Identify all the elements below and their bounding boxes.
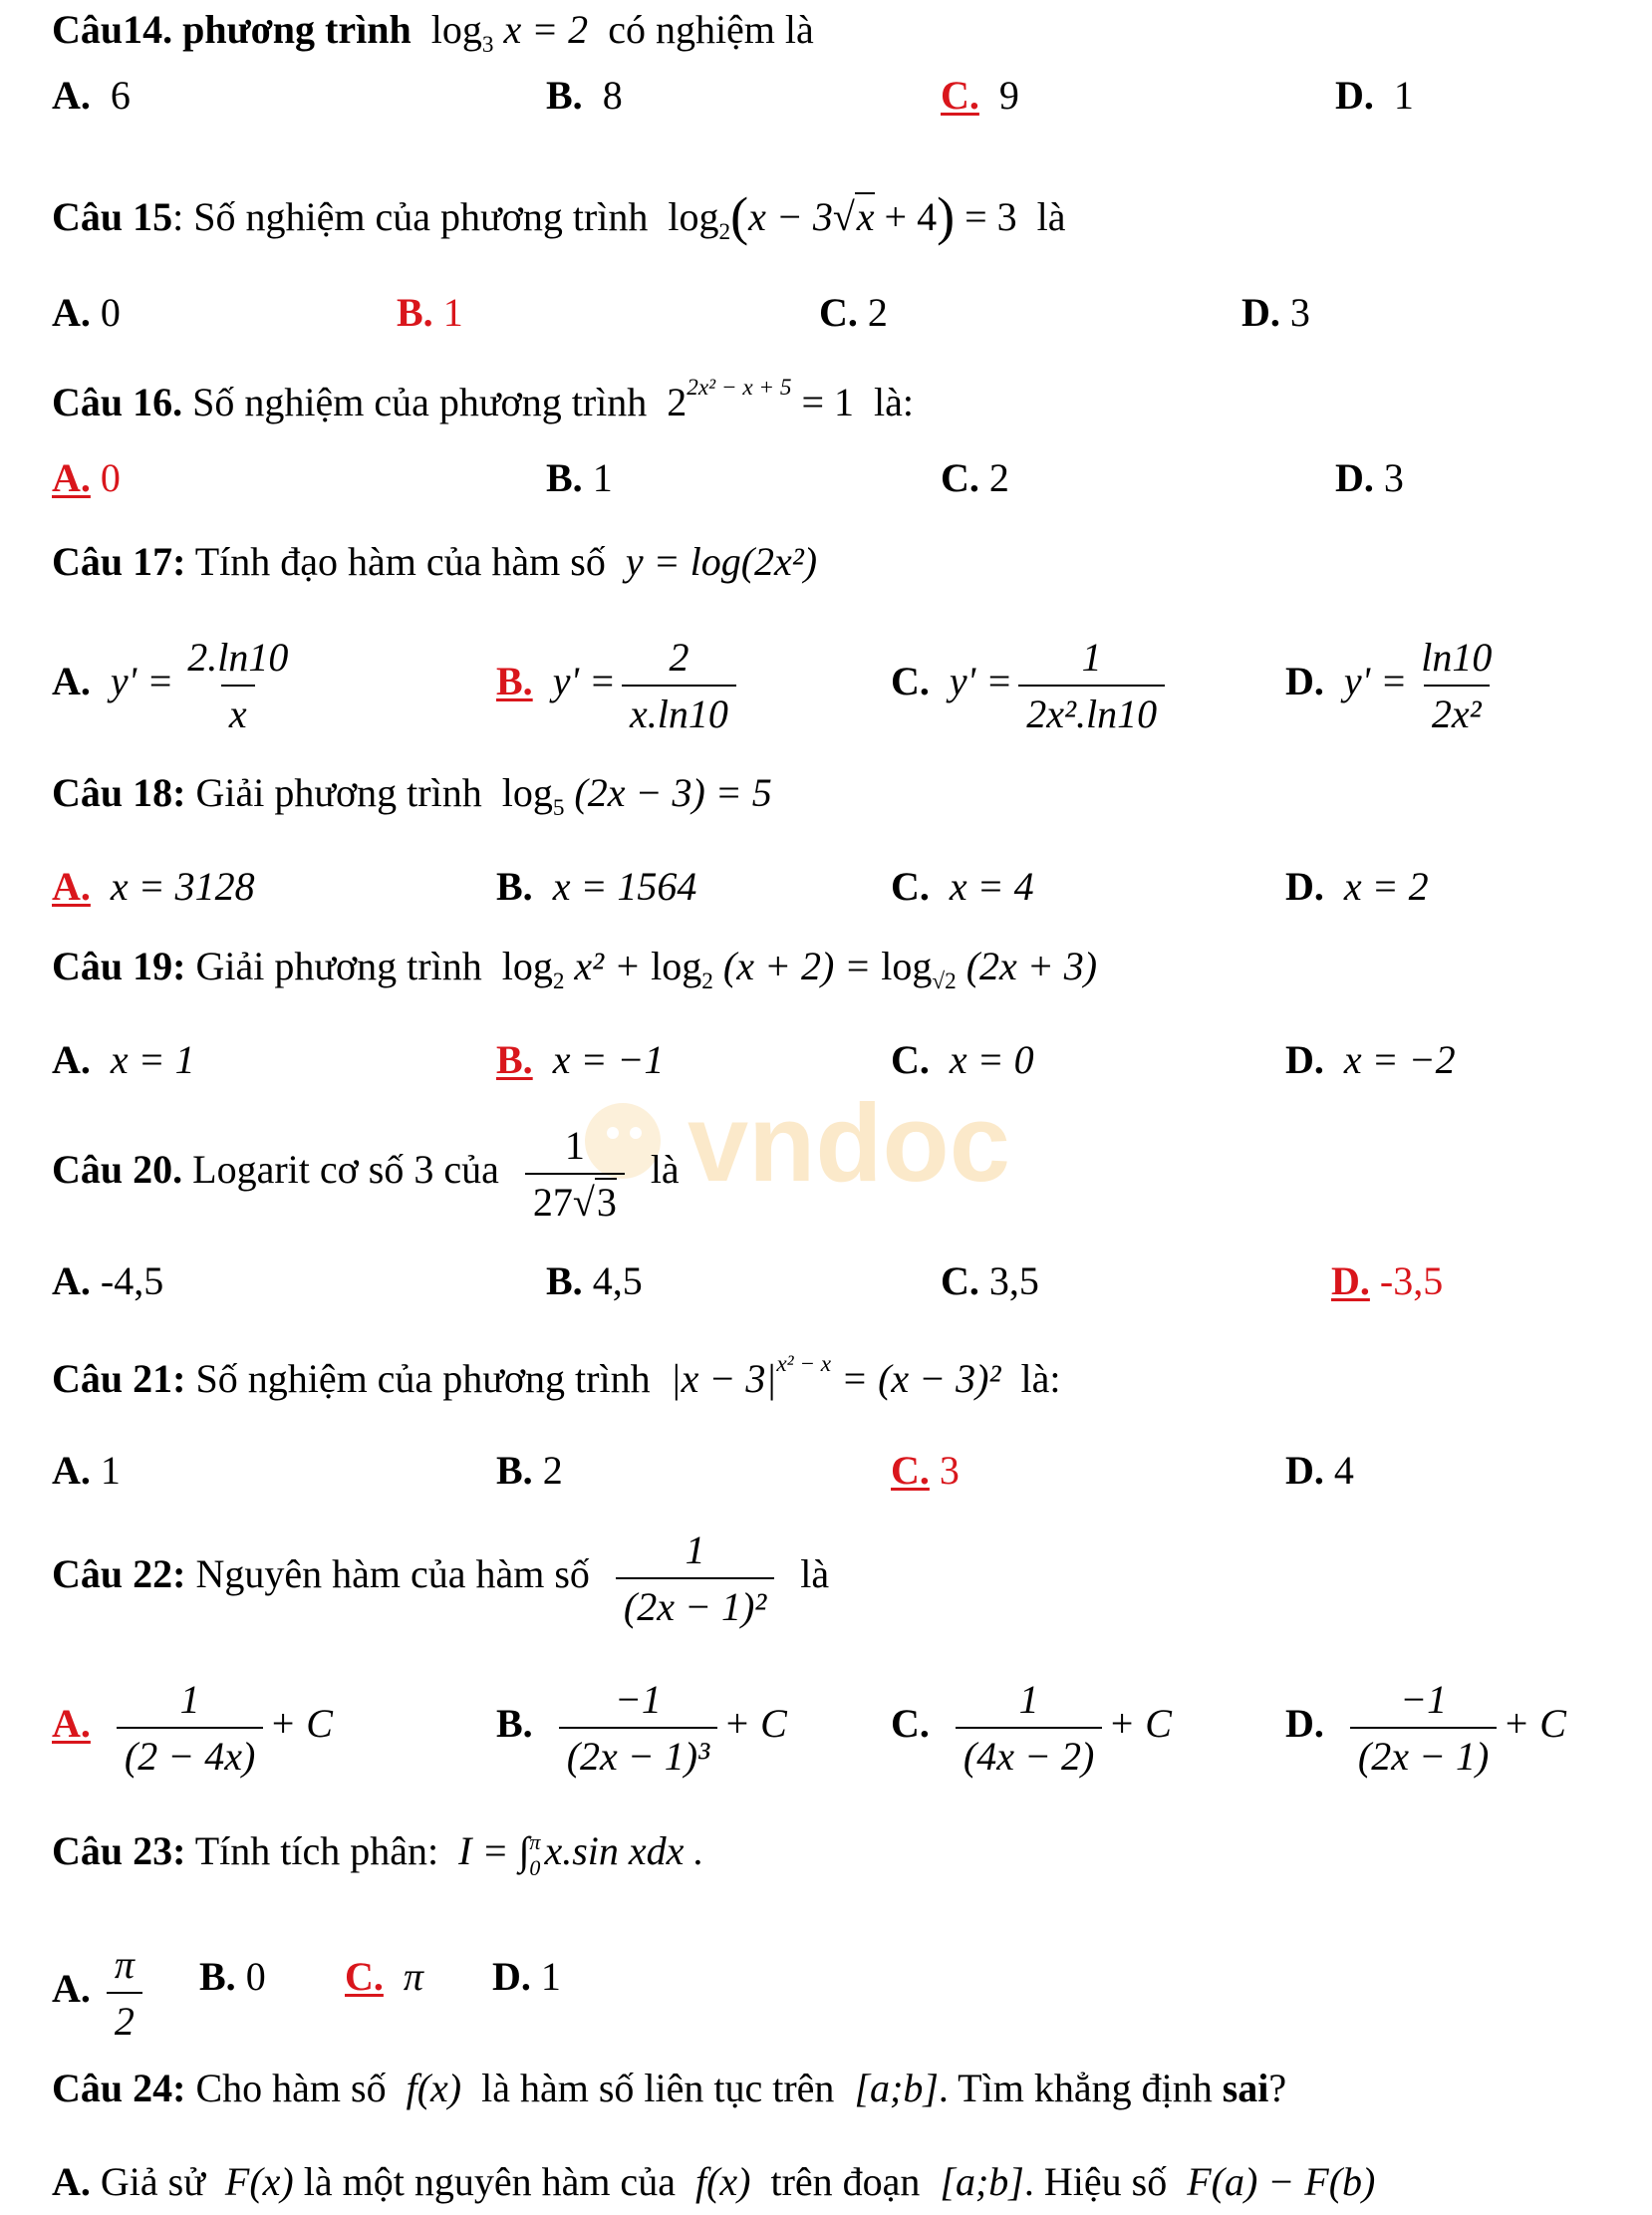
q16-end: là: [874, 379, 915, 424]
question-20 [52, 1122, 680, 1226]
q22-fraction: $\frac{1}{\text{(2x − 1)²}}$ [616, 1526, 774, 1630]
q22-option-c: C. $\frac{1}{(4x - 2)}$ + C [891, 1677, 1172, 1779]
question-17 [52, 538, 817, 585]
q24a-t3: trên đoạn [770, 2159, 921, 2204]
q20-option-c: C. 3,5 [941, 1258, 1039, 1303]
q16-text: Số nghiệm của phương trình [192, 379, 648, 424]
q14-option-a: A. 6 [52, 73, 131, 118]
q15-text: : Số nghiệm của phương trình [172, 194, 649, 239]
question-15 [52, 185, 1066, 247]
q19-equation: $\log_2 x^2 + \log_2 (x + 2) = \log_{√2} (2x + 3)$ [501, 944, 1098, 994]
q23-option-d: D. 1 [492, 1954, 561, 1999]
q19-label: Câu 19: [52, 944, 186, 988]
watermark-text: vndoc [688, 1082, 1010, 1205]
q24-text-a: Cho hàm số [195, 2066, 387, 2110]
q14-end: có nghiệm là [608, 7, 814, 52]
question-16 [52, 375, 914, 425]
question-19 [52, 943, 1097, 995]
q24a-t1: Giả sử [100, 2159, 205, 2204]
q17-option-a: A. y' = $\frac{2.\ln 10}{x}$ [52, 635, 289, 736]
q24-text-c: . Tìm khẳng định [938, 2066, 1213, 2110]
q21-option-d: D. 4 [1285, 1448, 1354, 1493]
q20-text: Logarit cơ số 3 của [192, 1147, 499, 1193]
q22-end: là [800, 1551, 830, 1597]
q24a-ab: [a;b] [940, 2159, 1024, 2204]
q18-label: Câu 18: [52, 770, 186, 815]
q14-option-c-correct: C. 9 [941, 73, 1019, 118]
q15-option-d: D. 3 [1241, 290, 1310, 335]
q24a-f: f(x) [694, 2159, 751, 2204]
q23-label: Câu 23: [52, 1828, 186, 1873]
q16-option-d: D. 3 [1335, 455, 1404, 500]
q19-option-d: D. x = −2 [1285, 1037, 1456, 1082]
q22-option-a-correct: A. $\frac{1}{(2 - 4x)}$ + C [52, 1677, 333, 1779]
q20-fraction: $\frac{1}{27√3}$ [525, 1122, 625, 1226]
q16-option-b: B. 1 [546, 455, 613, 500]
q23-text: Tính tích phân: [194, 1828, 439, 1873]
q16-label: Câu 16. [52, 379, 183, 424]
q24a-t2: là một nguyên hàm của [303, 2159, 676, 2204]
q21-equation: $|x - 3|^{x^2 - x} = (x - 3)^2$ [670, 1351, 1001, 1401]
q16-option-a-correct: A. 0 [52, 455, 121, 500]
q20-option-d-correct: D. -3,5 [1331, 1258, 1444, 1303]
q21-label: Câu 21: [52, 1355, 186, 1401]
q21-text: Số nghiệm của phương trình [195, 1355, 651, 1401]
question-18 [52, 769, 772, 822]
q24-question-mark: ? [1268, 2066, 1287, 2110]
q22-text: Nguyên hàm của hàm số [195, 1551, 590, 1597]
q17-text: Tính đạo hàm của hàm số [194, 539, 606, 584]
q24a-label: A. [52, 2159, 91, 2204]
q15-option-a: A. 0 [52, 290, 121, 335]
q21-option-a: A. 1 [52, 1448, 121, 1493]
q15-label: Câu 15 [52, 194, 173, 239]
q24-text-b: là hàm số liên tục trên [481, 2066, 835, 2110]
q14-option-d: D. 1 [1335, 73, 1414, 118]
q24a-t4: . Hiệu số [1023, 2159, 1168, 2204]
q22-label: Câu 22: [52, 1551, 186, 1597]
q15-end: là [1036, 194, 1066, 239]
question-14 [52, 6, 814, 59]
q17-equation: y = log(2x²) [625, 539, 818, 584]
q19-option-b-correct: B. x = −1 [496, 1037, 665, 1082]
q24a-F: F(x) [224, 2159, 294, 2204]
q20-option-b: B. 4,5 [546, 1258, 643, 1303]
q23-option-a: A. $\frac{\pi}{2}$ [52, 1941, 148, 2045]
q14-text: phương trình [182, 7, 412, 52]
q24-option-a [52, 2158, 1375, 2205]
q19-text: Giải phương trình [195, 944, 482, 988]
q18-option-b: B. x = 1564 [496, 864, 697, 909]
q19-option-a: A. x = 1 [52, 1037, 195, 1082]
q20-label: Câu 20. [52, 1147, 183, 1193]
q23-option-c-correct: C. π [345, 1954, 423, 1999]
q17-option-b-correct: B. y' = $\frac{2}{x.\ln 10}$ [496, 634, 742, 737]
q15-equation: $\log_2(x - 3√x + 4) = 3$ [668, 186, 1017, 246]
q23-option-b: B. 0 [199, 1954, 266, 1999]
q18-text: Giải phương trình [195, 770, 482, 815]
q14-label: Câu14. [52, 7, 173, 52]
q20-end: là [650, 1147, 680, 1193]
q17-label: Câu 17: [52, 539, 186, 584]
q24-interval: [a;b] [854, 2066, 939, 2110]
q24-function: f(x) [406, 2066, 462, 2110]
q19-option-c: C. x = 0 [891, 1037, 1034, 1082]
q15-option-b-correct: B. 1 [397, 290, 463, 335]
q18-option-d: D. x = 2 [1285, 864, 1429, 909]
q14-equation: $\log_3 x = 2$ [430, 7, 589, 58]
q24a-diff: F(a) − F(b) [1187, 2159, 1376, 2204]
q18-option-c: C. x = 4 [891, 864, 1034, 909]
q21-option-c-correct: C. 3 [891, 1448, 960, 1493]
q17-option-c: C. y' = $\frac{1}{\text{2x².ln10}}$ [891, 634, 1171, 737]
q17-option-d: D. y' = $\frac{\ln 10}{\text{2x²}}$ [1285, 635, 1493, 736]
q14-option-b: B. 8 [546, 73, 623, 118]
q21-option-b: B. 2 [496, 1448, 563, 1493]
q18-equation: $\log_5 (2x - 3) = 5$ [501, 770, 772, 821]
q16-equation: $2^{2x^2 - x + 5} = 1$ [667, 375, 855, 424]
q21-end: là: [1020, 1355, 1061, 1401]
q20-option-a: A. -4,5 [52, 1258, 164, 1303]
q24-sai: sai [1222, 2066, 1269, 2110]
question-21 [52, 1351, 1060, 1402]
question-24 [52, 2065, 1286, 2111]
q23-integral: I = ∫ π 0 x.sin xdx . [458, 1828, 704, 1880]
q22-option-b: B. $\frac{-1}{\text{(2x − 1)³}}$ + C [496, 1677, 787, 1779]
q15-option-c: C. 2 [819, 290, 888, 335]
q18-option-a-correct: A. x = 3128 [52, 864, 255, 909]
q22-option-d: D. $\frac{-1}{(2x - 1)}$ + C [1285, 1677, 1566, 1779]
question-23 [52, 1827, 703, 1881]
q16-option-c: C. 2 [941, 455, 1009, 500]
q24-label: Câu 24: [52, 2066, 186, 2110]
question-22 [52, 1526, 829, 1630]
